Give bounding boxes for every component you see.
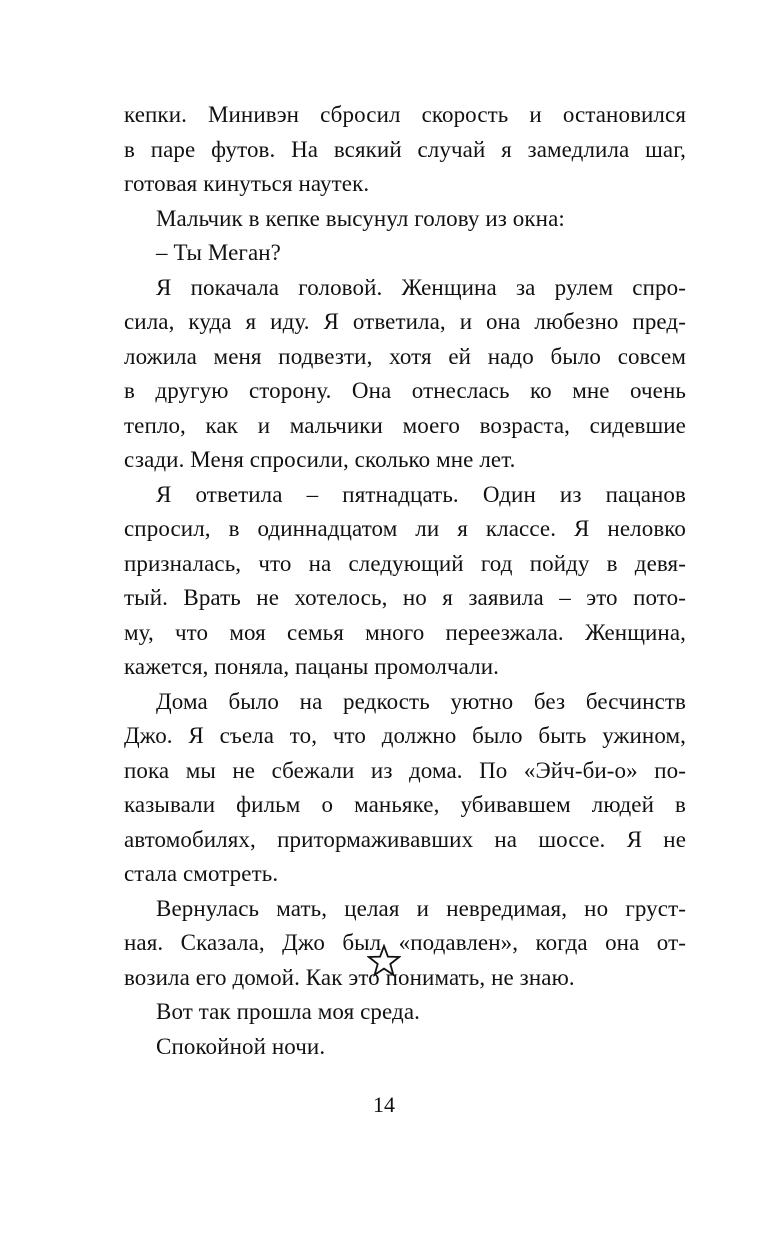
- text-line: кажется, поняла, пацаны промолчали.: [124, 654, 499, 679]
- text-line: в другую сторону. Она отнеслась ко мне очень: [124, 378, 686, 403]
- text-line: автомобилях, притормаживавших на шоссе. Я не: [124, 826, 686, 852]
- text-line: сзади. Меня спросили, сколько мне лет.: [124, 447, 516, 472]
- text-line: кепки. Минивэн сбросил скорость и остановился: [124, 102, 686, 127]
- text-line: в паре футов. На всякий случай я замедлила шаг,: [124, 136, 686, 162]
- text-line: ная. Сказала, Джо был «подавлен», когда она от-: [124, 930, 686, 955]
- text-line: Мальчик в кепке высунул голову из окна:: [156, 205, 565, 231]
- text-line: готовая кинуться наутек.: [124, 171, 370, 196]
- text-line: Спокойной ночи.: [156, 1033, 326, 1059]
- text-line: ложила меня подвезти, хотя ей надо было совсем: [124, 343, 686, 369]
- text-line: спросил, в одиннадцатом ли я классе. Я неловко: [124, 516, 686, 541]
- text-line: му, что моя семья много переезжала. Женщина,: [124, 619, 686, 645]
- star-outline-icon: [367, 944, 401, 978]
- text-line: пока мы не сбежали из дома. По «Эйч-би-о» по-: [124, 757, 686, 783]
- text-line: Я покачала головой. Женщина за рулем спро-: [156, 274, 686, 300]
- text-line: тый. Врать не хотелось, но я заявила – это пото-: [124, 585, 686, 610]
- body-text: [124, 98, 686, 1064]
- text-line: Джо. Я съела то, что должно было быть ужином,: [124, 723, 686, 748]
- text-line: тепло, как и мальчики моего возраста, сидевшие: [124, 412, 686, 438]
- text-line: казывали фильм о маньяке, убивавшем людей в: [124, 792, 686, 817]
- text-line: Вот так прошла моя среда.: [156, 999, 420, 1024]
- page-number: 14: [373, 1092, 395, 1117]
- text-line: сила, куда я иду. Я ответила, и она любезно пред-: [124, 309, 686, 334]
- text-line: Я ответила – пятнадцать. Один из пацанов: [156, 481, 686, 507]
- text-line: стала смотреть.: [124, 861, 279, 886]
- text-line: призналась, что на следующий год пойду в девя-: [124, 550, 686, 576]
- text-line: – Ты Меган?: [156, 240, 281, 265]
- text-line: Вернулась мать, целая и невредимая, но груст-: [156, 895, 686, 921]
- text-line: Дома было на редкость уютно без бесчинств: [156, 688, 686, 714]
- text-line: возила его домой. Как это понимать, не знаю.: [124, 964, 575, 990]
